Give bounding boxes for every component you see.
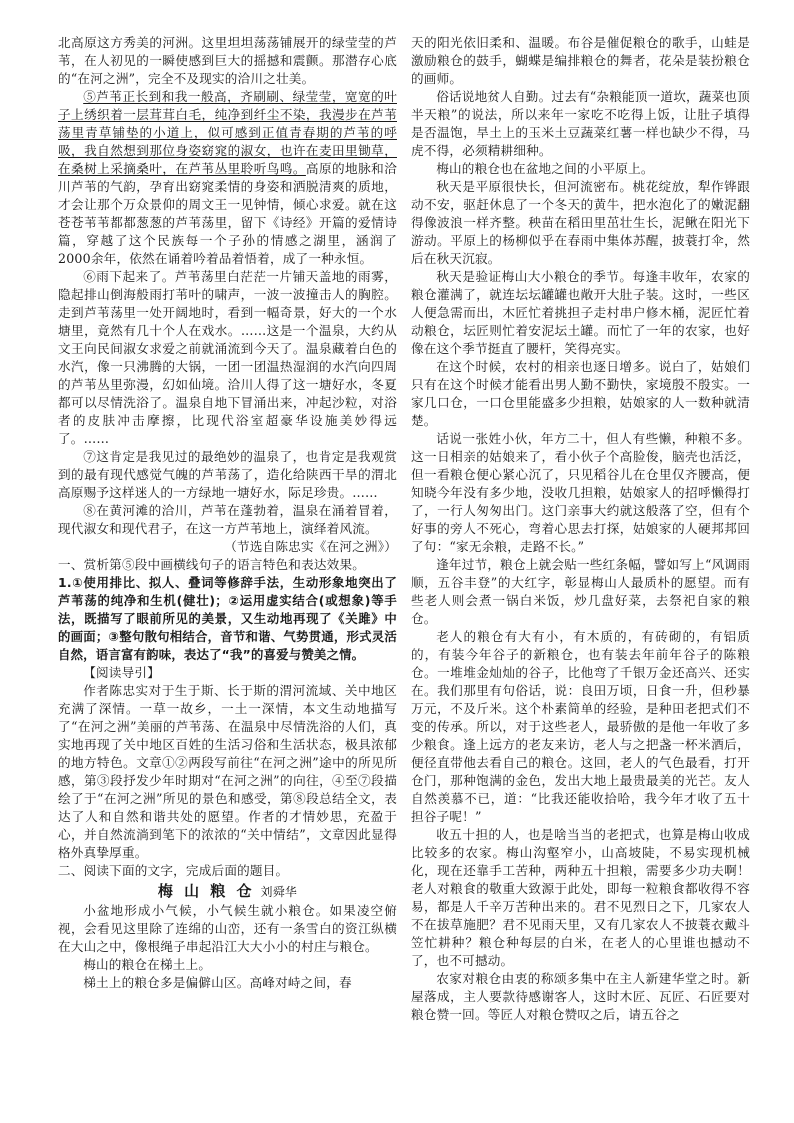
- underlined-sentence: ⑤芦苇正长到和我一般高，齐刷刷、绿莹莹，宽宽的叶子上绣织着一层茸茸白毛，纯净到纤尘不染，我漫步在芦苇荡里青草铺垫的小道上，似可感到正值青春期的芦苇的呼吸，我自然想到那位身姿窈窕的淑女，也许在麦田里锄草，在桑树上采摘桑叶，在芦苇丛里聆听鸟鸣。: [58, 89, 397, 176]
- article-author: 刘舜华: [260, 885, 298, 899]
- guide-text: 作者陈忠实对于生于斯、长于斯的渭河流域、关中地区充满了深情。一草一故乡，一土一深情，本文生动地描写了“在河之洲”美丽的芦苇荡、在温泉中尽情洗浴的人们，真实地再现了关中地区百姓的生活习俗和生活状态，极具浓郁的地方特色。文章①②两段写前往“在河之洲”途中的所见所感，第③段抒发少年时期对“在河之洲”的向往，④至⑦段描绘了于“在河之洲”所见的景色和感受，第⑧段总结全文，表达了人和自然和谐共处的愿望。作者的才情妙思，充盈于心，并自然流淌到笔下的浓浓的“关中情结”，文章因此显得格外真挚厚重。: [58, 683, 397, 860]
- article-paragraph: 梯土上的粮仓多是偏僻山区。高峰对峙之间，春: [83, 975, 352, 990]
- source-citation: （节选自陈忠实《在河之洲》）: [224, 539, 397, 554]
- paragraph-7: ⑦这肯定是我见过的最绝妙的温泉了，也肯定是我观赏到的最有现代感觉气魄的芦苇荡了，造化给陕西干旱的渭北高原赐予这样迷人的一方绿地一塘好水，际足珍贵。……: [58, 449, 397, 500]
- article-title-row: [58, 882, 397, 901]
- article-paragraph: 在这个时候，农村的相亲也逐日增多。说白了，姑娘们只有在这个时候才能看出男人勤不勤快，家境殷不殷实。一家几口仓，一口仓里能盛多少担粮，姑娘家的人一数种就清楚。: [411, 359, 750, 428]
- right-column: [411, 34, 750, 1084]
- paragraph-5: [58, 88, 397, 268]
- article-paragraph: 梅山的粮仓在梯土上。: [83, 957, 212, 972]
- article-paragraph: 秋天是平原很快长，但河流密布。桃花绽放，犁作铧跟动不安，驱赶休息了一个冬天的黄牛，把水泡化了的嫩泥翻得像波浪一样齐整。秧苗在稻田里茁壮生长，泥鳅在阳光下游动。平原上的杨柳似乎在春雨中集体苏醒，披蓑打伞，然后在秋天沉寂。: [411, 179, 750, 266]
- article-paragraph: 老人的粮仓有大有小，有木质的，有砖砌的，有铝质的，有装今年谷子的新粮仓，也有装去年前年谷子的陈粮仓。一堆堆金灿灿的谷子，比他弯了千银万金还高兴、还实在。我们那里有句俗话，说：良田万顷，日食一升，但秒暴万元，不及斤米。这个朴素简单的经验，是种田老把式们不变的传承。所以，对于这些老人，最骄傲的是他一年收了多少粮食。逢上远方的老友来访，老人与之把盏一杯米酒后，便径直带他去看自己的粮仓。这回，老人的气色最看，打开仓门，那种饱满的金色，发出大地上最贵最美的光芒。友人自然羡慕不已，道：“比我还能收拾哈，我今年才收了五十担谷子呢！”: [411, 629, 750, 824]
- left-column: [58, 34, 397, 1084]
- paragraph-5-rest: 高原的地脉和洽川芦苇的气韵，孕育出窈窕柔情的身姿和洒脱清爽的质地，才会让那个万众景仰的周文王一见钟情，倾心求爱。就在这苍苍苇苇都都葱葱的芦苇荡里，留下《诗经》开篇的爱情诗篇，穿越了这个民族每一个子孙的情感之湖里，涵润了2000余年，依然在诵着吟着品着悟着，成了一种永恒。: [58, 161, 397, 266]
- paragraph-6: ⑥雨下起来了。芦苇荡里白茫茫一片铺天盖地的雨雾，隐起排山倒海般雨打苇叶的啸声，一波一波撞击人的胸腔。走到芦苇荡里一处开阔地时，看到一幅奇景，好大的一个水塘里，竟然有几十个人在戏水。……这是一个温泉，大约从文王向民间淑女求爱之前就涌流到今天了。温泉藏着白色的水汽，像一只沸腾的大锅，一团一团温热湿润的水汽向四周的芦苇丛里弥漫，幻如仙境。洽川人得了这一塘好水，冬夏都可以尽情洗浴了。温泉自地下冒涌出来，冲起沙粒，对浴者的皮肤冲击摩擦，比现代浴室超豪华设施美妙得远了。……: [58, 269, 397, 446]
- question-1: 一、赏析第⑤段中画横线句子的语言特色和表达效果。: [58, 557, 366, 572]
- paragraph-continuation: 北高原这方秀美的河洲。这里坦坦荡荡铺展开的绿莹莹的芦苇，在人初见的一瞬使感到巨大的摇撼和震颤。那潜存心底的“在河之洲”，完全不及现实的洽川之壮美。: [58, 35, 397, 86]
- article-title: 梅 山 粮 仓: [157, 882, 255, 900]
- article-paragraph: 话说一张姓小伙，年方二十，但人有些懒，种粮不多。这一日相亲的姑娘来了，看小伙子个高脸俊，脑壳也活泛，但一看粮仓便心紧心沉了，只见稻谷儿在仓里仅齐腰高，便知晓今年没有多少地，没收几担粮，姑娘家人的招呼懒得打了，一行人匆匆出门。这门亲事大约就这般落了空，但有个好事的旁人不死心，弯着心思去打探，姑娘家的人硬邦邦回了句：“家无余粮，走路不长。”: [411, 431, 750, 554]
- article-paragraph: 秋天是验证梅山大小粮仓的季节。每逢丰收年，农家的粮仓灌满了，就连坛坛罐罐也敞开大肚子装。这时，一些区人便急需而出，木匠忙着挑担子走村串户修木桶，泥匠忙着动粮仓，坛匠则忙着安泥坛土罐。而忙了一年的农家，也好像在这个季节挺直了腰杆，笑得亮实。: [411, 269, 750, 356]
- paragraph-8: ⑧在黄河滩的洽川，芦苇在蓬勃着，温泉在涌着冒着，现代淑女和现代君子，在这一方芦苇地上，演绎着风流。: [58, 503, 397, 536]
- article-paragraph: 逢年过节，粮仓上就会贴一些红条幅，譬如写上“风调雨顺，五谷丰登”的大红字，彰显梅山人最质朴的愿望。而有些老人则会煮一锅白米饭，炒几盘好菜，去祭祀自家的粮仓。: [411, 557, 750, 626]
- question-2: 二、阅读下面的文字，完成后面的题目。: [58, 863, 289, 878]
- article-paragraph: 小盆地形成小气候，小气候生就小粮仓。如果凌空俯视，会看见这里除了连绵的山峦，还有一条雪白的资江纵横在大山之中，像根绳子串起沿江大大小小的村庄与粮仓。: [58, 903, 397, 954]
- article-paragraph: 天的阳光依旧柔和、温暖。布谷是催促粮仓的歌手，山蛙是激励粮仓的鼓手，蝴蝶是编排粮仓的舞者，花朵是装扮粮仓的画师。: [411, 35, 750, 86]
- article-paragraph: 农家对粮仓由衷的称颂多集中在主人新建华堂之时。新屋落成，主人要款待感谢客人，这时木匠、瓦匠、石匠要对粮仓赞一回。等匠人对粮仓赞叹之后，请五谷之: [411, 971, 750, 1022]
- answer-1: 1.①使用排比、拟人、叠词等修辞手法，生动形象地突出了芦苇荡的纯净和生机(健壮)；②运用虚实结合(或想象)等手法，既描写了眼前所见的美景，又生动地再现了《关雎》中的画面；③整句散句相结合，音节和谐、气势贯通，形式灵活自然，语言富有韵味，表达了“我”的喜爱与赞美之情。: [58, 575, 397, 662]
- article-paragraph: 梅山的粮仓也在盆地之间的小平原上。: [436, 161, 654, 176]
- article-paragraph: 收五十担的人，也是啥当当的老把式，也算是梅山收成比较多的农家。梅山沟壑窄小，山高坡陡，不易实现机械化，现在还靠手工苦种，两种五十担粮，需要多少功夫啊！老人对粮食的敬重大致源于此处，即每一粒粮食都收得不容易，都是人千辛万苦种出来的。君不见烈日之下，几家农人不在拔草施肥？君不见雨天里，又有几家农人不披蓑衣戴斗笠忙耕种？粮仓种每层的白米，在老人的心里谁也撼动不了，也不可撼动。: [411, 827, 750, 968]
- document-page: [58, 34, 750, 1094]
- article-paragraph: 俗话说地贫人自勤。过去有“杂粮能顶一道坎，蔬菜也顶半天粮”的说法，所以来年一家吃不吃得上饭，让肚子填得是否温饱，旱土上的玉米土豆蔬菜红薯一样也缺少不得，马虎不得，必须精耕细种。: [411, 89, 750, 158]
- guide-heading: 【阅读导引】: [83, 665, 160, 680]
